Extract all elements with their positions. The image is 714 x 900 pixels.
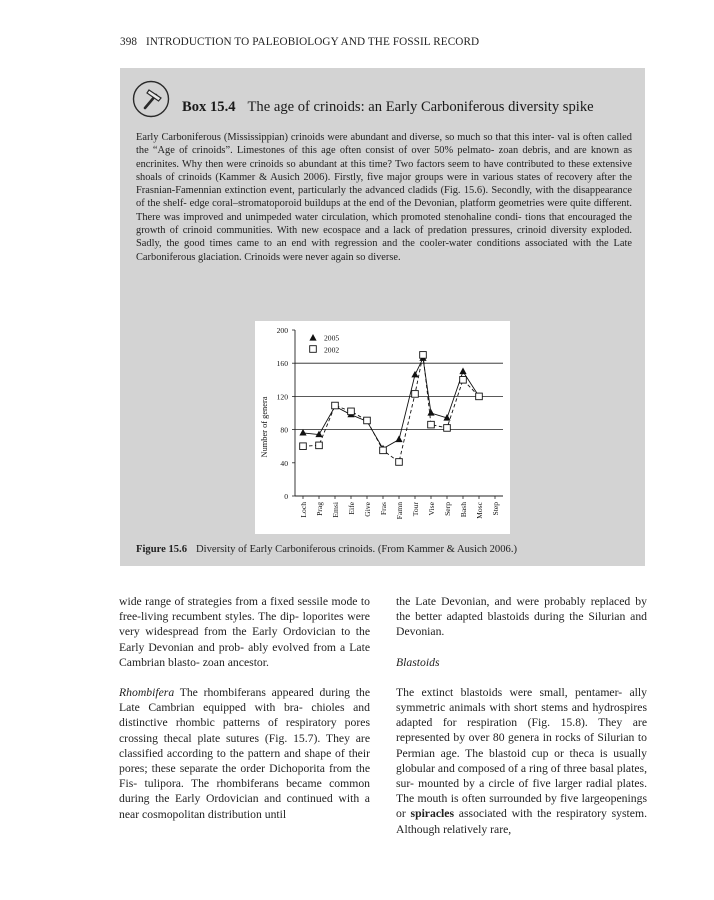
box-15-4	[120, 68, 645, 566]
x-tick-label: Fras	[379, 502, 388, 516]
series-line-2002	[303, 355, 479, 462]
text-line: loporites were very widespread from the Early	[119, 610, 370, 639]
legend-marker-2005	[309, 334, 316, 341]
run-in-heading: Rhombifera	[119, 686, 175, 700]
running-title: INTRODUCTION TO PALEOBIOLOGY AND THE FOSSIL RECORD	[146, 36, 480, 48]
text-line: respiratory pores crossing thecal plate sutures	[119, 716, 370, 745]
data-point-2002	[380, 447, 387, 454]
x-tick-label: Step	[491, 502, 500, 516]
text-line: chioles and distinctive rhombic patterns of	[119, 701, 370, 730]
text-line: composed of a ring of three basal plates, sur-	[396, 761, 648, 791]
x-tick-label: Loch	[299, 502, 308, 518]
data-point-2005	[411, 371, 418, 378]
text-line: the Silurian and Devonian.	[396, 610, 648, 639]
text-line: The mouth is often surrounded by five large	[396, 792, 605, 806]
y-tick-label: 40	[280, 458, 288, 468]
page-number: 398	[120, 36, 138, 48]
data-point-2002	[348, 408, 355, 415]
text-line: The rhombiferans appeared	[174, 686, 314, 700]
box-body	[136, 131, 632, 264]
data-point-2002	[332, 402, 339, 409]
data-point-2002	[460, 377, 467, 384]
x-tick-label: Give	[363, 502, 372, 517]
text-line: blastoid cup or theca is usually globular and	[396, 746, 647, 775]
figure-caption-text: Diversity of Early Carboniferous crinoids. (From Kammer & Ausich 2006.)	[196, 544, 518, 555]
x-tick-label: Famn	[395, 502, 404, 520]
data-point-2002	[412, 391, 419, 398]
text-line: wide range of strategies from a fixed sessile	[119, 595, 329, 608]
x-tick-label: Mosc	[475, 502, 484, 519]
text-line: mode to free-living recumbent styles. The dip-	[119, 595, 371, 624]
data-point-2005	[395, 436, 402, 443]
box-line: tions that encouraged the growth of crinoid communities. With new ecospace and a lack of predation	[136, 211, 632, 237]
y-tick-label: 0	[284, 492, 288, 501]
box-line: Firstly, five major groups were in various states of recovery after the Frasnian-Famennian extinction	[136, 171, 632, 197]
x-tick-label: Prag	[315, 502, 324, 516]
text-line: mounted by a circle of five larger radial plates.	[418, 777, 648, 791]
running-head	[120, 36, 640, 48]
series-line-2005	[303, 358, 479, 448]
box-header	[132, 80, 642, 120]
text-line: 15.8). They are represented by over 80 genera	[396, 716, 648, 745]
text-line: ably evolved from a Late Cambrian blasto-	[119, 640, 371, 669]
y-tick-label: 120	[276, 392, 288, 402]
section-heading-blastoids: Blastoids	[396, 655, 440, 669]
data-point-2002	[316, 442, 323, 449]
box-line: different. There was improved and unimpeded water circulation, which promoted stenohaline condi-	[136, 198, 632, 223]
left-column	[119, 594, 370, 822]
box-line: val is often called the “Age of crinoids”. Limestones of this age often consist of over 50% pelmato-	[136, 132, 632, 157]
keyword-spiracles: spiracles	[410, 807, 455, 821]
text-line: zoan ancestor.	[202, 655, 269, 669]
legend-label-2002: 2002	[324, 345, 340, 355]
box-line: event, particularly the advanced cladids (Fig. 15.6). Secondly, with the disappearance of the shelf-	[136, 185, 632, 210]
text-line: ally symmetric animals with short stems	[396, 685, 647, 715]
diversity-chart	[255, 321, 510, 534]
x-tick-label: Serp	[443, 502, 452, 516]
legend-marker-2002	[310, 346, 317, 353]
box-line: cooler-water conditions associated with the Late Carboniferous glaciation. Crinoids were never again	[136, 238, 632, 263]
data-point-2002	[396, 459, 403, 466]
figure-caption	[136, 544, 632, 555]
text-line: respiratory system. Although relatively rare,	[396, 807, 647, 836]
box-line: so diverse.	[356, 251, 401, 263]
text-line: with a near cosmopolitan distribution until	[119, 792, 370, 821]
text-line: associated with the	[454, 807, 552, 821]
data-point-2002	[420, 352, 427, 359]
data-point-2005	[459, 368, 466, 375]
box-line: edge coral–stromatoporoid buildups at the end of the Devonian, platform geometries were quite	[189, 198, 591, 210]
text-line: (Fig. 15.7). They are classified according to	[119, 731, 371, 760]
text-line: in rocks of Silurian to Permian age. The	[396, 731, 647, 760]
legend-label-2005: 2005	[324, 333, 340, 343]
data-point-2002	[300, 443, 307, 450]
box-line: factors seem to have contributed to these extensive shoals of crinoids (Kammer & Ausich 2006).	[136, 158, 632, 183]
text-line: openings or	[396, 792, 647, 821]
text-line: separate the order Dichoporita from the Fis-	[119, 762, 371, 791]
y-axis-label: Number of genera	[260, 396, 269, 458]
text-line: during the Early Ordovician and continued	[119, 792, 333, 806]
text-line: Ordovician to the Early Devonian and prob-	[119, 625, 371, 654]
text-line: the Late Devonian, and were probably	[396, 595, 586, 608]
paragraph-rhombifera	[119, 685, 370, 822]
box-line: pressures, crinoid diversity exploded. Sadly, the good times came to an end with regression and the	[136, 225, 632, 250]
x-tick-label: Eife	[347, 502, 356, 515]
box-title-text: The age of crinoids: an Early Carboniferous diversity spike	[247, 99, 594, 115]
data-point-2002	[444, 425, 451, 432]
x-tick-label: Bash	[459, 502, 468, 518]
hammer-icon	[132, 80, 170, 118]
box-number: Box 15.4	[182, 99, 236, 115]
paragraph	[396, 594, 647, 640]
y-tick-label: 200	[276, 326, 288, 335]
x-tick-label: Emsi	[331, 502, 340, 518]
data-point-2002	[364, 417, 371, 424]
paragraph	[119, 594, 370, 670]
figure-label: Figure 15.6	[136, 544, 188, 555]
text-line: The extinct blastoids were small, pentamer-	[396, 685, 623, 699]
x-tick-label: Vise	[427, 502, 436, 516]
box-line: Early Carboniferous (Mississippian) crinoids were abundant and diverse, so much so that this inter-	[136, 132, 555, 143]
text-line: and hydrospires adapted for respiration (Fig.	[396, 701, 647, 730]
right-column	[396, 594, 647, 837]
box-line: zoan debris, and are known as encrinites. Why then were crinoids so abundant at this time? Two	[136, 145, 632, 170]
box-paragraph	[136, 131, 632, 264]
paragraph-blastoids	[396, 685, 647, 837]
text-line: the pattern and shape of their pores; these	[119, 746, 370, 776]
data-point-2002	[476, 393, 483, 400]
text-line: replaced by the better adapted blastoids during	[396, 595, 647, 624]
data-point-2005	[427, 409, 434, 416]
y-tick-label: 80	[280, 425, 288, 435]
box-title	[182, 99, 594, 116]
text-line: during the Late Cambrian equipped with bra-	[119, 686, 371, 715]
text-line: tulipora. The rhombiferans became common	[144, 777, 371, 791]
y-tick-label: 160	[276, 359, 288, 369]
x-tick-label: Tour	[411, 502, 420, 517]
data-point-2002	[428, 421, 435, 428]
